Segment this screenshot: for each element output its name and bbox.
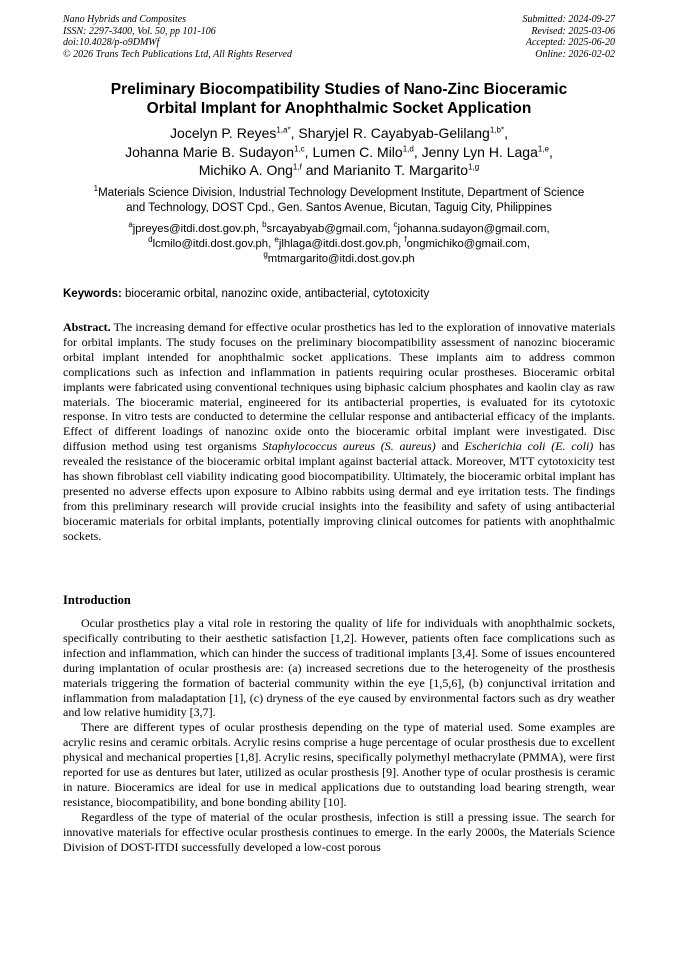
email-list xyxy=(63,222,615,267)
keywords-text: bioceramic orbital, nanozinc oxide, antibacterial, cytotoxicity xyxy=(125,288,430,300)
introduction-body xyxy=(63,616,615,855)
journal-doi[interactable]: doi:10.4028/p-o9DMWf xyxy=(63,37,160,48)
date-online: Online: 2026-02-02 xyxy=(535,48,615,60)
author-separator: , xyxy=(504,125,508,141)
author-separator: , xyxy=(413,143,422,160)
author-line-2 xyxy=(63,143,615,162)
abstract-organism-1: Staphylococcus aureus (S. aureus) xyxy=(262,439,436,454)
email-mark: d xyxy=(148,235,153,245)
author-affiliation-mark: 1,d xyxy=(402,143,414,153)
author-separator: , xyxy=(290,125,299,141)
abstract-label: Abstract. xyxy=(63,320,111,334)
author-separator: , xyxy=(304,143,313,160)
email-mark: a xyxy=(128,220,133,230)
paper-title xyxy=(63,80,615,118)
title-line-2: Orbital Implant for Anophthalmic Socket Application xyxy=(146,100,532,117)
affiliation xyxy=(63,186,615,216)
email-line-1: $^a$jpreyes@itdi.dost.gov.ph, $^b$srcayabyab@gmail.com, $^c$johanna.sudayon@gmail.com, xyxy=(128,220,550,235)
email-mark: c xyxy=(393,220,398,230)
journal-name: Nano Hybrids and Composites xyxy=(63,14,187,25)
title-line-1: Preliminary Biocompatibility Studies of Nano-Zinc Bioceramic xyxy=(110,81,568,98)
journal-info xyxy=(63,14,292,60)
affiliation-line-2: and Technology, DOST Cpd., Gen. Santos Avenue, Bicutan, Taguig City, Philippines xyxy=(126,202,552,214)
journal-copyright: © 2026 Trans Tech Publications Ltd, All Rights Reserved xyxy=(63,48,292,60)
abstract xyxy=(63,320,615,544)
journal-issn: ISSN: 2297-3400, Vol. 50, pp 101-106 xyxy=(63,25,216,37)
author-affiliation-mark: 1,f xyxy=(292,162,302,172)
author-name: Michiko A. Ong xyxy=(198,162,293,178)
author-name: Lumen C. Milo xyxy=(312,143,403,160)
email-address[interactable]: mtmargarito@itdi.dost.gov.ph xyxy=(267,253,415,265)
affiliation-line-1: Materials Science Division, Industrial Technology Development Institute, Department of Science xyxy=(98,187,585,199)
author-line-3 xyxy=(63,161,615,180)
paragraph: Regardless of the type of material of the ocular prosthesis, infection is still a pressing issue. The search for innovative materials for effective ocular prosthesis continues to emerge. In the early 2000s, the Materials Science Division of DOST-ITDI successfully developed a low-cost porous xyxy=(63,809,615,854)
author-separator: , xyxy=(548,143,553,160)
affiliation-mark: 1 xyxy=(93,184,99,194)
email-address[interactable]: jlhlaga@itdi.dost.gov.ph xyxy=(278,238,399,250)
abstract-text-continued: has revealed the resistance of the bioceramic orbital implant against bacterial attack. Moreover, MTT cytotoxicity test has shown fibroblast cell viability indicating good biocompatibility. Ultimately, the bioceramic orbital implant has presented no adverse effects upon exposure to Albino rabbits using dermal and eye irritation tests. The findings from this preliminary research will provide crucial insights into the feasibility and safety of using antibacterial bioceramic materials for orbital implants, potentially improving clinical outcomes for patients with anophthalmic sockets. xyxy=(63,439,615,543)
abstract-organism-2: Escherichia coli (E. coli) xyxy=(464,439,594,454)
author-list xyxy=(63,124,615,180)
email-mark: e xyxy=(274,235,279,245)
author-separator: and xyxy=(301,162,333,178)
author-name: Johanna Marie B. Sudayon xyxy=(125,143,294,160)
email-address[interactable]: srcayabyab@gmail.com xyxy=(266,223,388,235)
keywords-label: Keywords: xyxy=(63,288,122,300)
abstract-text: The increasing demand for effective ocular prosthetics has led to the exploration of innovative materials for orbital implants. The study focuses on the preliminary biocompatibility assessment of nanozinc bioceramic orbital implant intended for anophthalmic socket applications. These implants aim to address common complications such as infection and inflammation in patients requiring ocular prostheses. Bioceramic orbital implants were fabricated using conventional techniques using biphasic calcium phosphates and kaolin clay as raw materials. The bioceramic material, engineered for its antibacterial properties, is evaluated for its cytotoxic response. In vitro tests are conducted to determine the cellular response and antibacterial efficacy of the implants. Effect of different loadings of nanozinc oxide onto the bioceramic orbital implant were investigated. Disc diffusion method using test organisms xyxy=(63,320,615,454)
author-affiliation-mark: 1,a* xyxy=(276,125,291,135)
publication-dates xyxy=(523,14,616,60)
email-address[interactable]: jpreyes@itdi.dost.gov.ph xyxy=(132,223,256,235)
date-accepted: Accepted: 2025-06-20 xyxy=(525,37,615,48)
author-affiliation-mark: 1,c xyxy=(294,143,305,153)
author-name: Sharyjel R. Cayabyab-Gelilang xyxy=(298,125,490,141)
author-affiliation-mark: 1,b* xyxy=(489,125,505,135)
date-submitted: Submitted: 2024-09-27 xyxy=(522,14,615,25)
author-name: Jenny Lyn H. Laga xyxy=(421,143,538,160)
email-address[interactable]: lcmilo@itdi.dost.gov.ph xyxy=(152,238,269,250)
email-mark: g xyxy=(263,250,268,260)
email-line-3 xyxy=(63,252,615,267)
email-address[interactable]: johanna.sudayon@gmail.com xyxy=(397,223,547,235)
section-heading-introduction: Introduction xyxy=(63,593,131,607)
date-revised: Revised: 2025-03-06 xyxy=(531,25,615,37)
author-affiliation-mark: 1,g xyxy=(468,162,480,172)
author-name: Marianito T. Margarito xyxy=(332,162,469,178)
author-name: Jocelyn P. Reyes xyxy=(170,125,277,141)
email-line-2: $^d$lcmilo@itdi.dost.gov.ph, $^e$jlhlaga@itdi.dost.gov.ph, $^f$ongmichiko@gmail.com, xyxy=(148,235,530,250)
email-address[interactable]: ongmichiko@gmail.com xyxy=(406,238,527,250)
email-mark: b xyxy=(262,220,267,230)
paragraph: Ocular prosthetics play a vital role in restoring the quality of life for individuals with anophthalmic sockets, specifically contributing to their aesthetic satisfaction [1,2]. However, patients often face complications such as infection and inflammation, which can hinder the success of traditional implants [3,4]. Some of issues encountered during implantation of ocular prosthesis are: (a) increased secretions due to the heterogeneity of the prosthesis materials triggering the formation of bacterial community within the eye [1,5,6], (b) conjunctival irritation and inflammation from maladaptation [1], (c) dryness of the eye caused by environmental factors such as dry weather and low relative humidity [3,7]. xyxy=(63,616,615,720)
abstract-and: and xyxy=(441,439,459,454)
author-affiliation-mark: 1,e xyxy=(537,143,549,153)
email-mark: f xyxy=(404,235,407,245)
keywords xyxy=(63,287,615,302)
paragraph: There are different types of ocular prosthesis depending on the type of material used. Some examples are acrylic resins and ceramic orbitals. Acrylic resins comprise a huge percentage of ocular prosthesis due to excellent physical and mechanical properties [1,8]. Acrylic resins, specifically polymethyl methacrylate (PMMA), were first reported for use as dentures but later, utilized as ocular prosthesis [9]. Another type of ocular prosthesis is ceramic in nature. Bioceramics are ideal for use in medical applications due to outstanding load bearing strength, wear resistance, biocompatibility, and bone bonding ability [10]. xyxy=(63,720,615,809)
author-line-1 xyxy=(63,124,615,143)
